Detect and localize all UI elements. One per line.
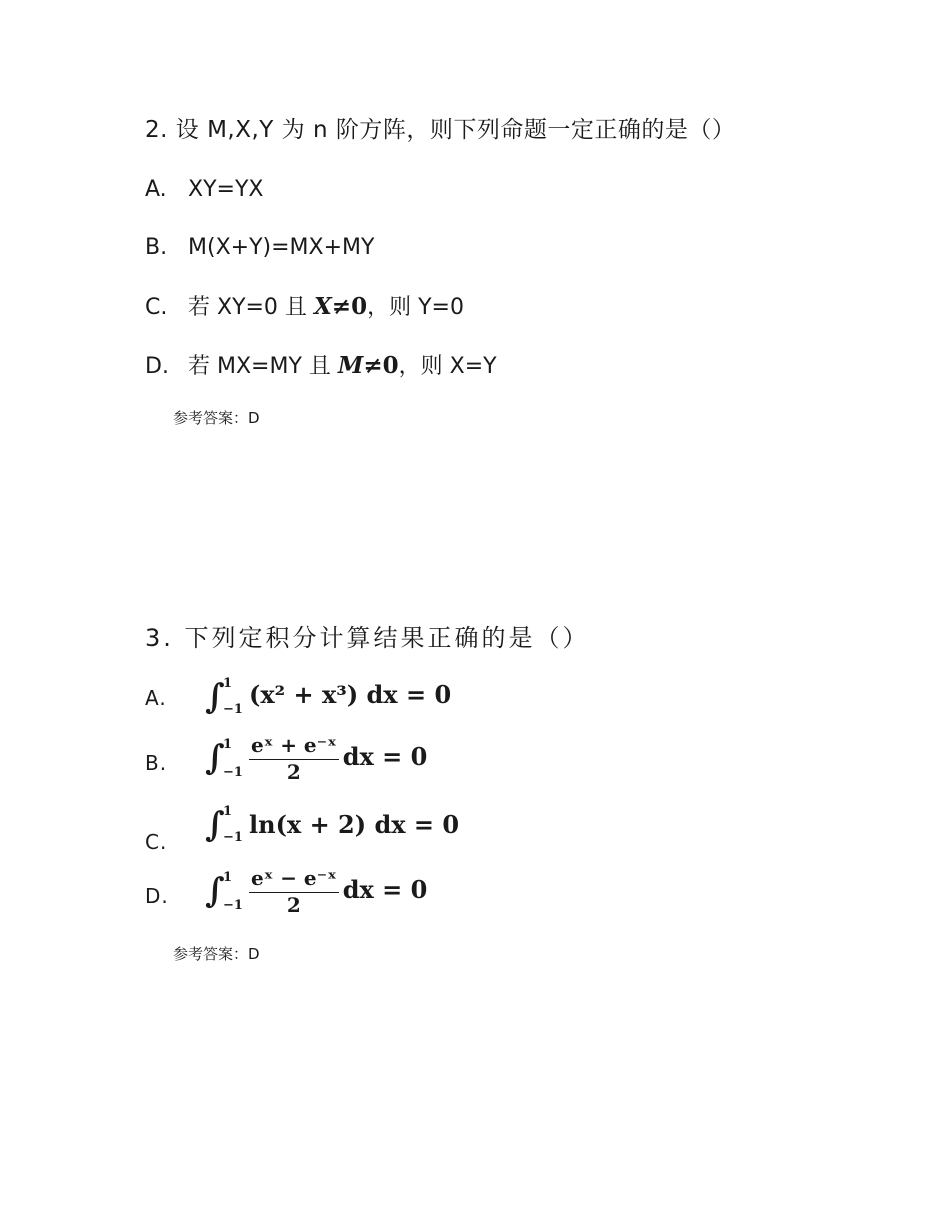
upper-limit: 1 [223, 870, 233, 885]
integrand-tail: dx = 0 [342, 875, 428, 904]
integrand-tail: dx = 0 [342, 742, 428, 771]
integrand: ln(x + 2) dx = 0 [249, 810, 460, 839]
integrand [249, 733, 427, 784]
integrand: (x² + x³) dx = 0 [249, 680, 452, 709]
integrand [249, 866, 427, 917]
option-label: B. [145, 235, 168, 260]
fraction [249, 733, 339, 784]
math-condition: ≠0 [363, 352, 399, 379]
integral-sign: ∫ [205, 871, 225, 911]
lower-limit: −1 [223, 765, 243, 780]
q3-option-a [145, 672, 705, 732]
upper-limit: 1 [223, 676, 233, 691]
option-label: A. [145, 686, 167, 710]
option-prefix: 若 MX=MY 且 [188, 354, 331, 379]
option-label: D. [145, 884, 169, 908]
fraction-numerator: eˣ − e⁻ˣ [249, 866, 339, 893]
q2-option-b [145, 234, 374, 262]
option-label: B. [145, 751, 168, 775]
q3-option-c [145, 800, 705, 860]
option-label: C. [145, 295, 168, 320]
q2-option-d [145, 352, 497, 381]
integral-sign: ∫ [205, 805, 225, 845]
integral-sign: ∫ [205, 738, 225, 778]
upper-limit: 1 [223, 737, 233, 752]
fraction-numerator: eˣ + e⁻ˣ [249, 733, 339, 760]
lower-limit: −1 [223, 830, 243, 845]
q3-reference-answer: 参考答案：D [173, 945, 260, 963]
q3-option-d [145, 866, 705, 926]
option-text: XY=YX [188, 177, 264, 202]
option-label: D. [145, 354, 169, 379]
option-suffix: ，则 Y=0 [367, 295, 464, 320]
fraction-denominator: 2 [286, 893, 301, 917]
integral-sign: ∫ [205, 677, 225, 717]
q2-option-a [145, 176, 263, 204]
option-text: M(X+Y)=MX+MY [188, 235, 375, 260]
option-suffix: ，则 X=Y [398, 354, 497, 379]
option-prefix: 若 XY=0 且 [188, 295, 307, 320]
upper-limit: 1 [223, 804, 233, 819]
q2-option-c [145, 293, 464, 322]
math-condition: ≠0 [331, 293, 368, 320]
q2-reference-answer: 参考答案：D [173, 409, 260, 427]
option-label: C. [145, 830, 168, 854]
math-variable: X [313, 293, 332, 320]
lower-limit: −1 [223, 702, 243, 717]
question-2-title: 2. 设 M,X,Y 为 n 阶方阵，则下列命题一定正确的是（） [145, 117, 736, 143]
option-label: A. [145, 177, 167, 202]
math-variable: M [337, 352, 364, 379]
q3-option-b [145, 733, 705, 793]
fraction-denominator: 2 [286, 760, 301, 784]
fraction [249, 866, 339, 917]
lower-limit: −1 [223, 898, 243, 913]
question-3-title: 3. 下列定积分计算结果正确的是（） [145, 624, 590, 652]
